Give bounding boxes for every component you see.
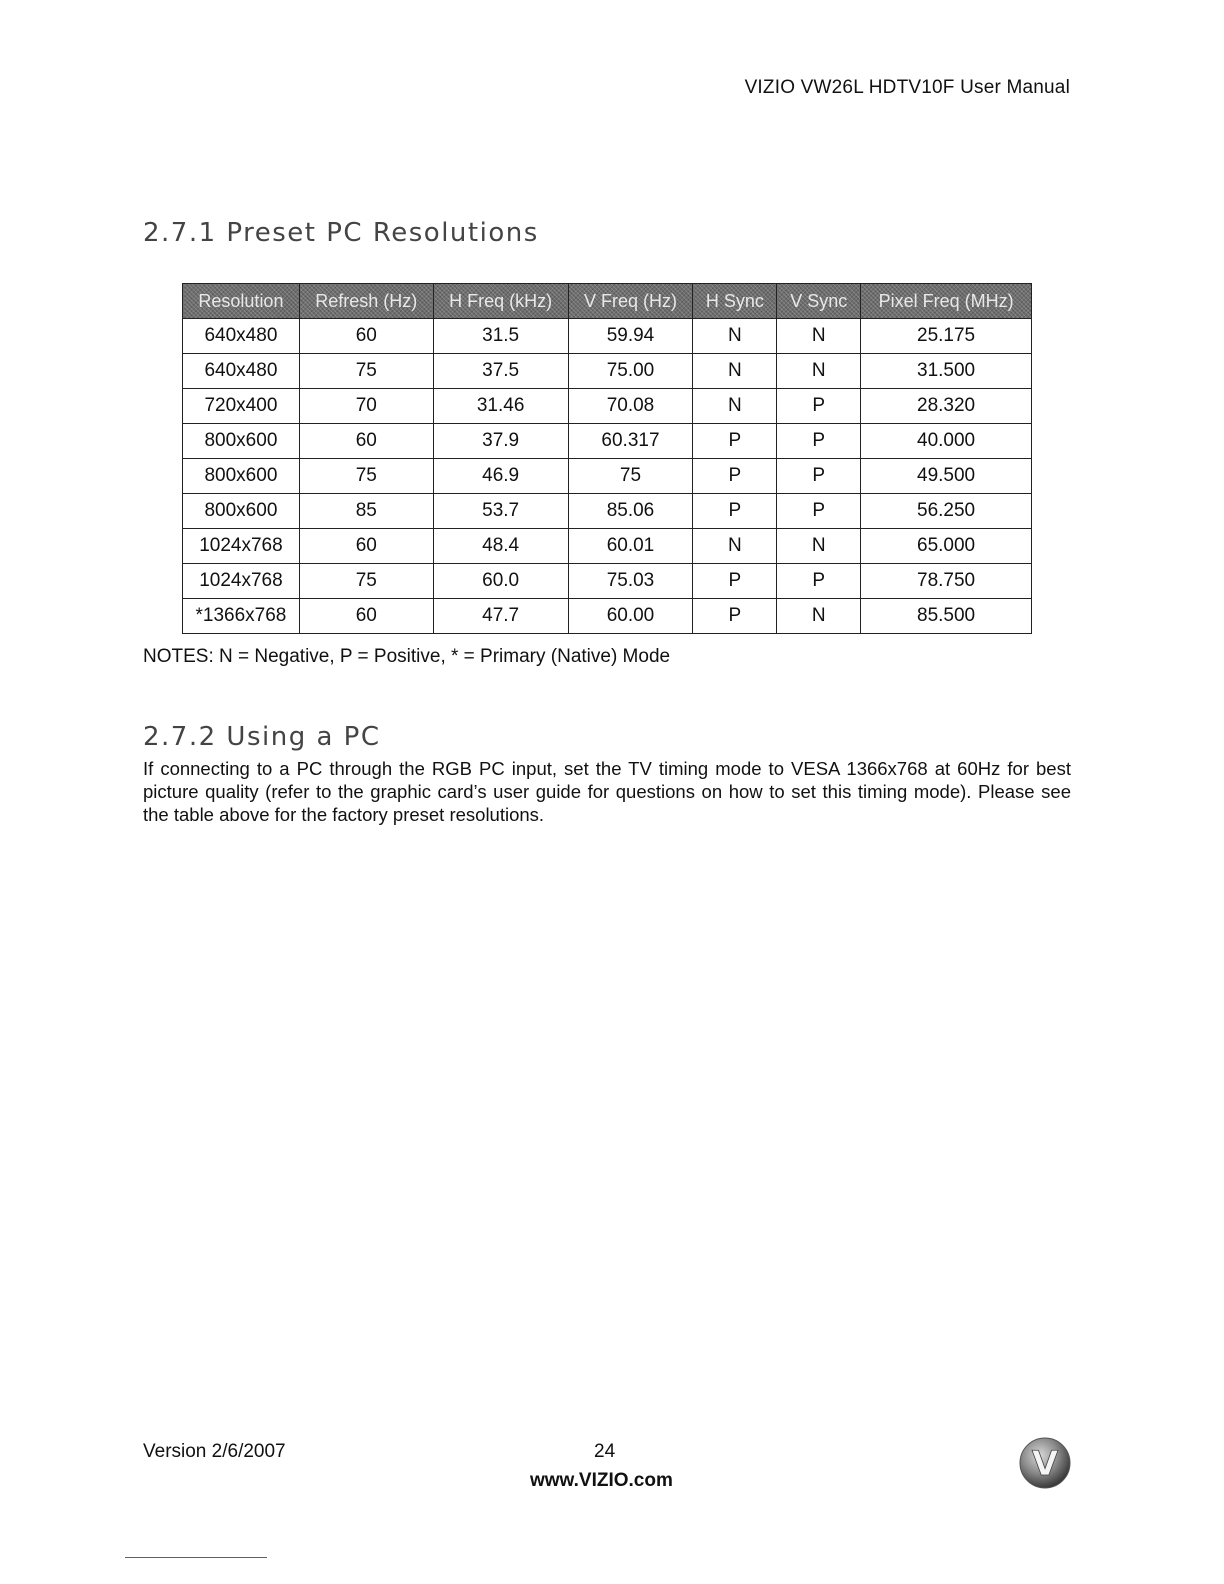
table-cell: 75	[568, 459, 693, 494]
vizio-v-logo-icon	[1019, 1437, 1071, 1489]
table-cell: 31.5	[433, 319, 568, 354]
table-row	[183, 599, 1032, 634]
footer-version: Version 2/6/2007	[143, 1441, 286, 1462]
preset-resolutions-table	[182, 283, 1032, 634]
table-cell: 1024x768	[183, 564, 300, 599]
table-cell: N	[693, 389, 777, 424]
section-heading-preset-pc-resolutions: 2.7.1 Preset PC Resolutions	[143, 218, 539, 248]
table-header-cell: V Freq (Hz)	[568, 284, 693, 319]
table-row	[183, 424, 1032, 459]
table-header-row	[183, 284, 1032, 319]
table-cell: P	[777, 459, 861, 494]
table-row	[183, 319, 1032, 354]
header-title: VIZIO VW26L HDTV10F User Manual	[744, 77, 1070, 98]
table-cell: 60.0	[433, 564, 568, 599]
table-row	[183, 564, 1032, 599]
table-cell: 65.000	[861, 529, 1032, 564]
table-cell: N	[777, 319, 861, 354]
table-cell: P	[777, 494, 861, 529]
table-cell: 85.06	[568, 494, 693, 529]
table-cell: 800x600	[183, 459, 300, 494]
table-cell: 60.01	[568, 529, 693, 564]
table-cell: 60.317	[568, 424, 693, 459]
footer-page-number: 24	[594, 1441, 616, 1462]
bottom-rule	[125, 1557, 267, 1558]
section-heading-using-a-pc: 2.7.2 Using a PC	[143, 722, 381, 752]
table-cell: 46.9	[433, 459, 568, 494]
table-cell: 78.750	[861, 564, 1032, 599]
table-cell: 85	[299, 494, 433, 529]
table-cell: 40.000	[861, 424, 1032, 459]
table-cell: 75	[299, 459, 433, 494]
logo-letter: V	[1031, 1444, 1059, 1484]
table-cell: P	[693, 424, 777, 459]
table-cell: 70	[299, 389, 433, 424]
table-cell: 800x600	[183, 424, 300, 459]
table-cell: P	[693, 459, 777, 494]
table-cell: 640x480	[183, 319, 300, 354]
table-header-cell: Refresh (Hz)	[299, 284, 433, 319]
table-cell: N	[777, 599, 861, 634]
table-cell: 75	[299, 564, 433, 599]
table-cell: 60	[299, 319, 433, 354]
table-cell: 60	[299, 599, 433, 634]
table-row	[183, 354, 1032, 389]
table-cell: 75.03	[568, 564, 693, 599]
table-cell: 37.5	[433, 354, 568, 389]
table-cell: P	[777, 564, 861, 599]
table-cell: 31.500	[861, 354, 1032, 389]
table-cell: 85.500	[861, 599, 1032, 634]
table-cell: 53.7	[433, 494, 568, 529]
table-cell: N	[777, 354, 861, 389]
table-header-cell: Pixel Freq (MHz)	[861, 284, 1032, 319]
table-cell: 56.250	[861, 494, 1032, 529]
table-cell: 640x480	[183, 354, 300, 389]
table-cell: 31.46	[433, 389, 568, 424]
table-row	[183, 494, 1032, 529]
table-cell: N	[693, 529, 777, 564]
table-header-cell: V Sync	[777, 284, 861, 319]
table-cell: 47.7	[433, 599, 568, 634]
table-header-cell: Resolution	[183, 284, 300, 319]
table-row	[183, 389, 1032, 424]
table-header-cell: H Sync	[693, 284, 777, 319]
table-cell: P	[693, 599, 777, 634]
table-cell: N	[693, 354, 777, 389]
table-cell: P	[777, 389, 861, 424]
table-cell: N	[777, 529, 861, 564]
table-cell: 48.4	[433, 529, 568, 564]
table-cell: 59.94	[568, 319, 693, 354]
table-header-cell: H Freq (kHz)	[433, 284, 568, 319]
table-cell: 37.9	[433, 424, 568, 459]
table-cell: 800x600	[183, 494, 300, 529]
table-cell: P	[693, 564, 777, 599]
table-cell: 720x400	[183, 389, 300, 424]
table-cell: 70.08	[568, 389, 693, 424]
table-cell: P	[693, 494, 777, 529]
footer-url: www.VIZIO.com	[530, 1470, 673, 1491]
table-cell: 75	[299, 354, 433, 389]
table-cell: 60.00	[568, 599, 693, 634]
table-row	[183, 459, 1032, 494]
table-cell: 49.500	[861, 459, 1032, 494]
table-cell: 1024x768	[183, 529, 300, 564]
table-cell: 28.320	[861, 389, 1032, 424]
using-a-pc-paragraph: If connecting to a PC through the RGB PC input, set the TV timing mode to VESA 1366x768 at 60Hz for best picture quality (refer to the graphic card’s user guide for questions on how to set this timing mode). Please see the table above for the factory preset resolutions.	[143, 758, 1071, 825]
table-row	[183, 529, 1032, 564]
table-cell: *1366x768	[183, 599, 300, 634]
table-cell: 75.00	[568, 354, 693, 389]
table-cell: 25.175	[861, 319, 1032, 354]
table-notes: NOTES: N = Negative, P = Positive, * = Primary (Native) Mode	[143, 646, 671, 667]
table-cell: 60	[299, 424, 433, 459]
table-cell: P	[777, 424, 861, 459]
table-cell: 60	[299, 529, 433, 564]
table-cell: N	[693, 319, 777, 354]
